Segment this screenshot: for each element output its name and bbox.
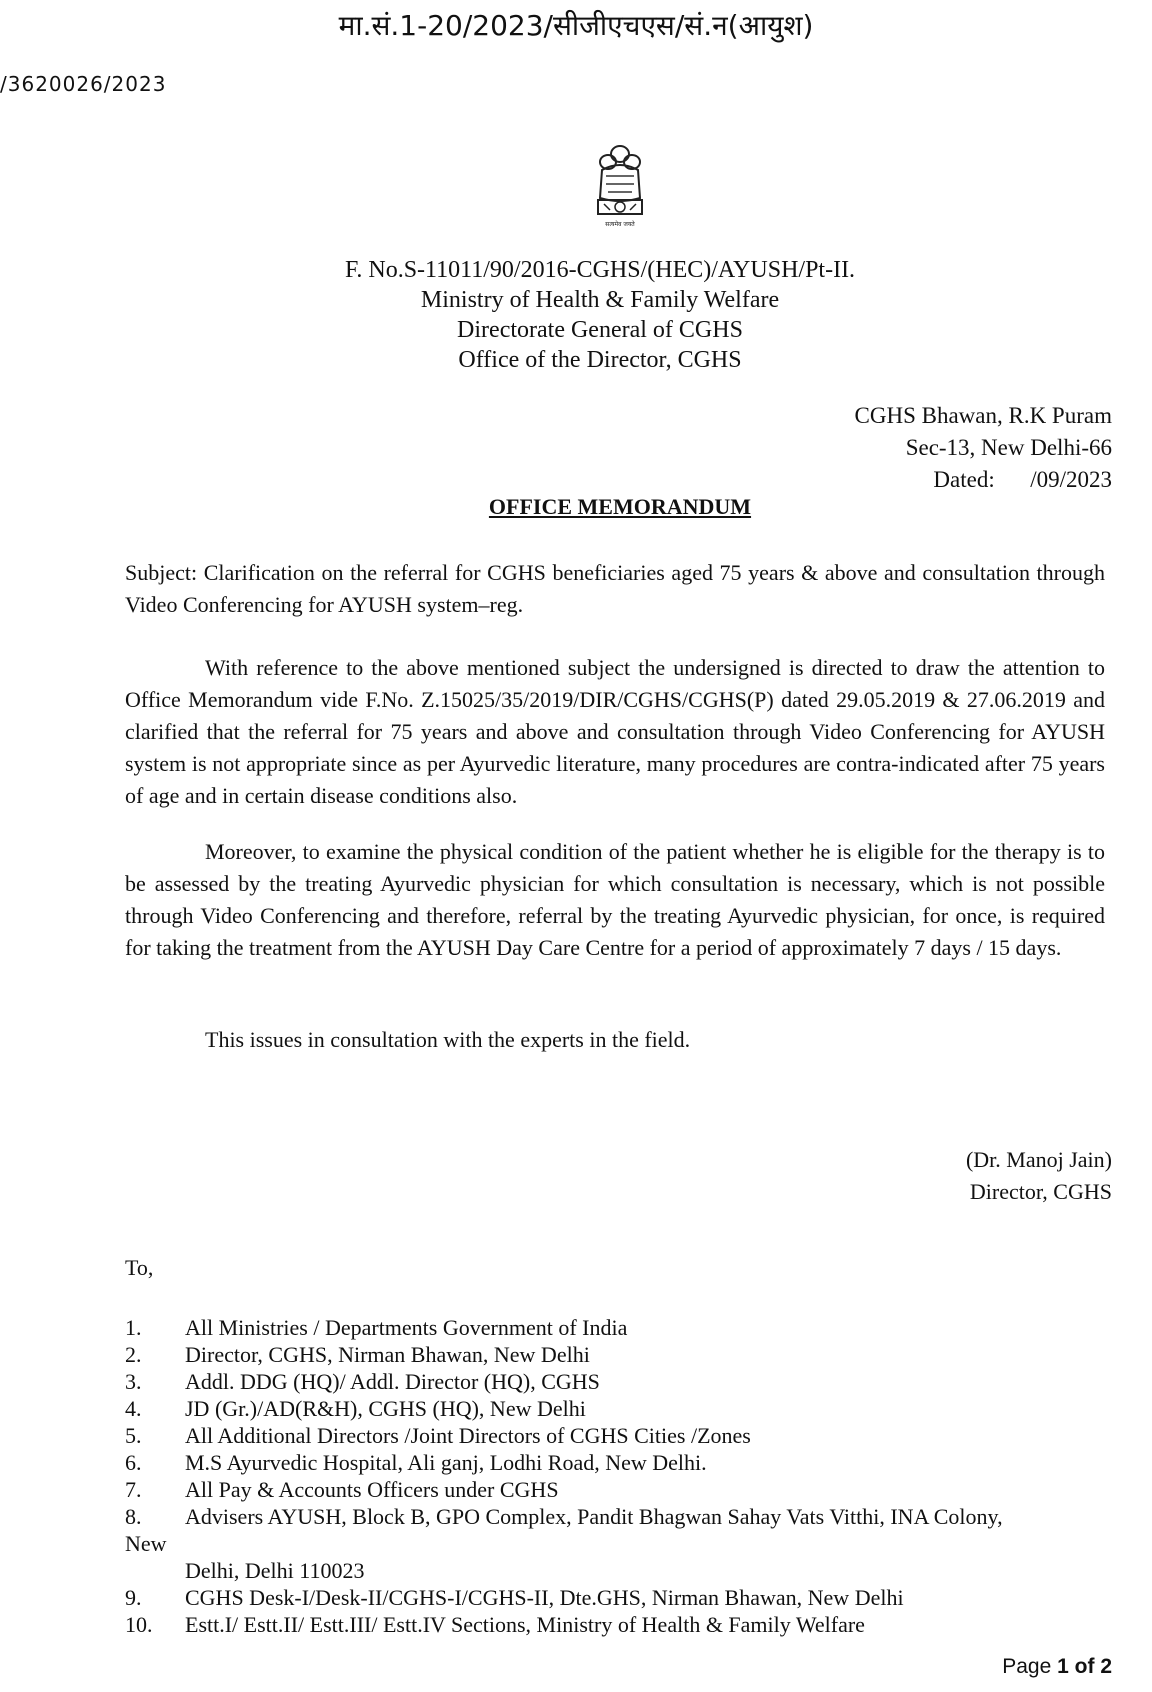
recipient-list [125, 1314, 1115, 1638]
list-item: 2. Director, CGHS, Nirman Bhawan, New Delhi [125, 1342, 590, 1367]
subject-line: Subject: Clarification on the referral for CGHS beneficiaries aged 75 years & above and consultation through Video Conferencing for AYUSH system–reg. [125, 560, 1105, 617]
list-item: 4. JD (Gr.)/AD(R&H), CGHS (HQ), New Delhi [125, 1396, 586, 1421]
to-label: To, [125, 1255, 154, 1280]
address-block [855, 400, 1112, 496]
dated-value: /09/2023 [1030, 467, 1112, 492]
list-item: 9. CGHS Desk-I/Desk-II/CGHS-I/CGHS-II, Dte.GHS, Nirman Bhawan, New Delhi [125, 1585, 904, 1610]
signatory-designation: Director, CGHS [969, 1179, 1112, 1204]
list-item: 6. M.S Ayurvedic Hospital, Ali ganj, Lodhi Road, New Delhi. [125, 1450, 707, 1475]
header-block [300, 255, 900, 375]
signature-block [966, 1144, 1112, 1208]
ministry-name: Ministry of Health & Family Welfare [420, 287, 780, 313]
list-item: 10. Estt.I/ Estt.II/ Estt.III/ Estt.IV Sections, Ministry of Health & Family Welfare [125, 1612, 865, 1637]
emblem-motto: सत्यमेव जयते [605, 221, 635, 228]
address-line-2: Sec-13, New Delhi-66 [905, 435, 1112, 460]
list-item: 5. All Additional Directors /Joint Directors of CGHS Cities /Zones [125, 1423, 751, 1448]
memo-title: OFFICE MEMORANDUM [488, 494, 752, 519]
hindi-reference: मा.सं.1-20/2023/सीजीएचएस/सं.न(आयुश) [338, 9, 814, 42]
directorate-name: Directorate General of CGHS [457, 317, 743, 343]
list-item: 1. All Ministries / Departments Government of India [125, 1315, 628, 1340]
file-number: F. No.S-11011/90/2016-CGHS/(HEC)/AYUSH/Pt-II. [344, 257, 856, 283]
paragraph-1: With reference to the above mentioned subject the undersigned is directed to draw the attention to Office Memorandum vide F.No. Z.15025/35/2019/DIR/CGHS/CGHS(P) dated 29.05.2019 & 27.06.2019 and clarified that the referral for 75 years and above and consultation through Video Conferencing for AYUSH system is not appropriate since as per Ayurvedic literature, many procedures are contra-indicated after 75 years of age and in certain disease conditions also. [125, 655, 1105, 808]
signatory-name: (Dr. Manoj Jain) [965, 1147, 1112, 1172]
dated-row [855, 464, 1112, 496]
diary-reference: /3620026/2023 [0, 72, 167, 96]
office-name: Office of the Director, CGHS [458, 347, 742, 373]
list-item-continuation: Delhi, Delhi 110023 [185, 1558, 365, 1583]
dated-label: Dated: [933, 467, 995, 492]
list-item-wrap: New [125, 1531, 167, 1556]
page-number: Page 1 of 2 [1002, 1655, 1112, 1678]
list-item: 8. Advisers AYUSH, Block B, GPO Complex, Pandit Bhagwan Sahay Vats Vitthi, INA Colony, [125, 1504, 1003, 1529]
address-line-1: CGHS Bhawan, R.K Puram [854, 403, 1112, 428]
ashoka-emblem-icon [588, 140, 652, 240]
paragraph-2: Moreover, to examine the physical condition of the patient whether he is eligible for the therapy is to be assessed by the treating Ayurvedic physician for which consultation is necessary, which is not possible through Video Conferencing and therefore, referral by the treating Ayurvedic physician, for once, is required for taking the treatment from the AYUSH Day Care Centre for a period of approximately 7 days / 15 days. [125, 839, 1105, 960]
paragraph-3: This issues in consultation with the experts in the field. [205, 1027, 691, 1052]
list-item: 3. Addl. DDG (HQ)/ Addl. Director (HQ), CGHS [125, 1369, 600, 1394]
list-item: 7. All Pay & Accounts Officers under CGHS [125, 1477, 559, 1502]
